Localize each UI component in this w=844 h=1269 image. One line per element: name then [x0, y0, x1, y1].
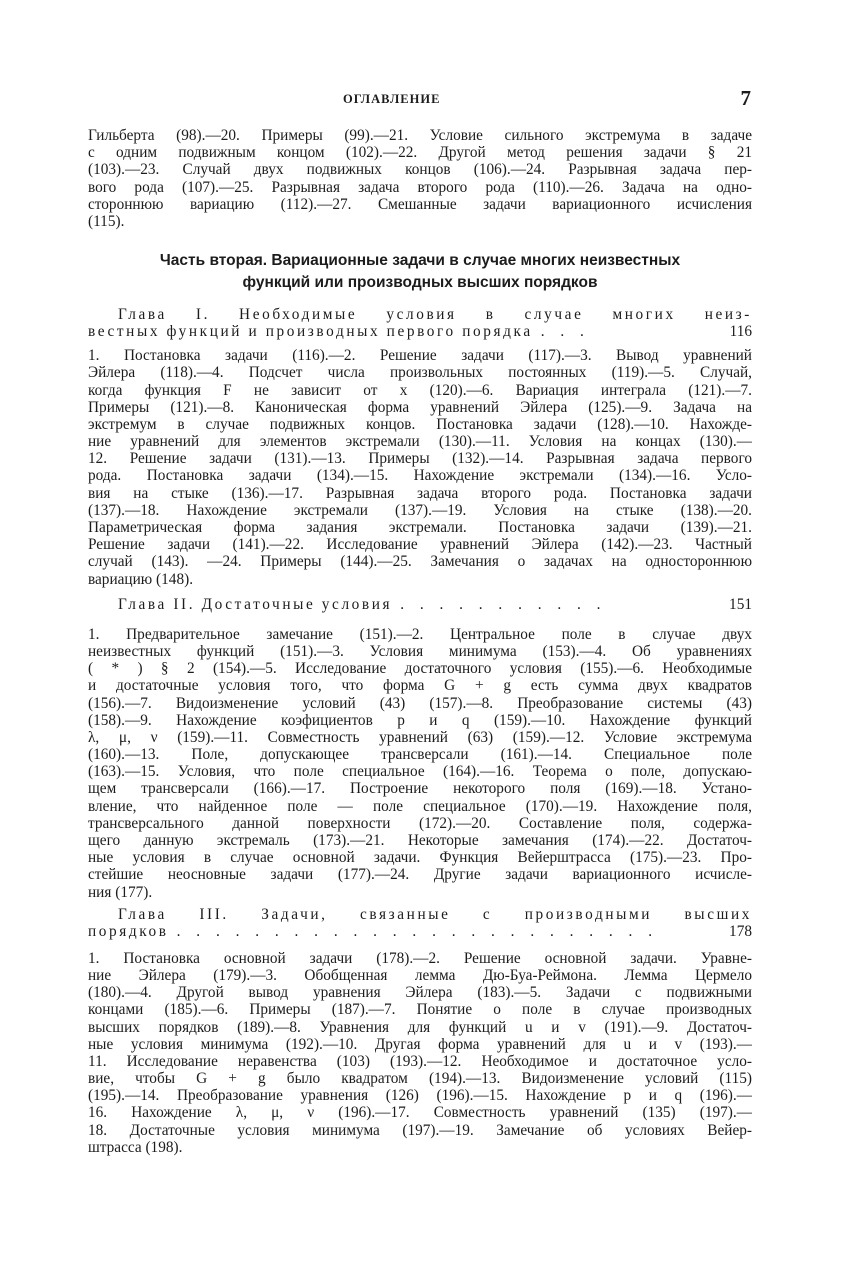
- text-line: 1. Постановка задачи (116).—2. Решение задачи (117).—3. Вывод уравнений: [88, 347, 752, 365]
- part-heading-line: Часть вторая. Вариационные задачи в случае многих неизвестных: [159, 252, 681, 270]
- text-line: (195).—14. Преобразование уравнения (126) (196).—15. Нахождение p и q (196).—: [88, 1087, 752, 1105]
- text-line: (103).—23. Случай двух подвижных концов (106).—24. Разрывная задача пер-: [88, 161, 752, 179]
- text-line: стейшие неосновные задачи (177).—24. Другие задачи вариационного исчисле-: [88, 866, 752, 884]
- chapter-1-heading: [88, 306, 752, 340]
- text-line: (158).—9. Нахождение коэфициентов p и q (159).—10. Нахождение функций: [88, 711, 752, 729]
- text-line: 12. Решение задачи (131).—13. Примеры (132).—14. Разрывная задача первого: [88, 450, 752, 468]
- text-line: щего данную экстремаль (173).—21. Некоторые замечания (174).—22. Достаточ-: [88, 832, 752, 849]
- text-line: вия на стыке (136).—17. Разрывная задача второго рода. Постановка задачи: [88, 484, 752, 502]
- chapter-2-heading: [88, 596, 752, 613]
- chapter-title-row: [88, 923, 752, 940]
- text-line: Гильберта (98).—20. Примеры (99).—21. Условие сильного экстремума в задаче: [88, 127, 752, 144]
- text-line: ние Эйлера (179).—3. Обобщенная лемма Дю-Буа-Реймона. Лемма Цермело: [88, 966, 752, 984]
- text-line: случай (143). —24. Примеры (144).—25. Замечания о задачах на одностороннюю: [88, 553, 752, 571]
- text-line: Эйлера (118).—4. Подсчет числа произвольных постоянных (119).—5. Случай,: [88, 364, 752, 382]
- text-line: 16. Нахождение λ, μ, ν (196).—17. Совместность уравнений (135) (197).—: [88, 1104, 752, 1122]
- chapter-2-contents: [88, 626, 752, 901]
- chapter-page-number: 116: [729, 323, 752, 341]
- text-line: вого рода (107).—25. Разрывная задача второго рода (110).—26. Задача на одно-: [88, 178, 752, 196]
- text-line: (163).—15. Условия, что поле специальное (164).—16. Теорема о поле, допускаю-: [88, 763, 752, 781]
- dot-leader: . . . . . . . . . . . . . . . . . . . . . . . . .: [176, 922, 659, 940]
- dot-leader: . . . . . . . . . . .: [400, 595, 607, 613]
- chapter-title-row: [88, 323, 752, 340]
- text-line: λ, μ, ν (159).—11. Совместность уравнений (63) (159).—12. Условие экстремума: [88, 728, 752, 746]
- chapter-title-line: вестных функций и производных первого порядка: [88, 323, 533, 341]
- part-heading: [88, 250, 752, 294]
- text-line: (115).: [88, 212, 125, 230]
- text-line: когда функция F не зависит от x (120).—6. Вариация интеграла (121).—7.: [88, 381, 752, 399]
- text-line: неизвестных функций (151).—3. Условия минимума (153).—4. Об уравнениях: [88, 642, 752, 660]
- chapter-title-line: Глава I. Необходимые условия в случае многих неиз-: [118, 306, 752, 324]
- chapter-3-heading: [88, 906, 752, 940]
- text-line: ние уравнений для элементов экстремали (130).—11. Условия на концах (130).—: [88, 433, 752, 451]
- text-line: 1. Предварительное замечание (151).—2. Центральное поле в случае двух: [88, 625, 752, 643]
- chapter-page-number: 178: [729, 922, 752, 940]
- running-header: ОГЛАВЛЕНИЕ: [343, 92, 441, 106]
- text-line: рода. Постановка задачи (134).—15. Нахождение экстремали (134).—16. Усло-: [88, 467, 752, 485]
- chapter-title-line: порядков: [88, 922, 169, 940]
- text-line: концами (185).—6. Примеры (187).—7. Понятие о поле в случае производных: [88, 1001, 752, 1019]
- chapter-page-number: 151: [729, 595, 752, 613]
- text-line: 11. Исследование неравенства (103) (193).—12. Необходимое и достаточное усло-: [88, 1052, 752, 1070]
- page-number: 7: [740, 86, 751, 110]
- text-line: с одним подвижным концом (102).—22. Другой метод решения задачи § 21: [88, 144, 752, 162]
- text-line: Решение задачи (141).—22. Исследование уравнений Эйлера (142).—23. Частный: [88, 536, 752, 554]
- text-line: Параметрическая форма задания экстремали. Постановка задачи (139).—21.: [88, 519, 752, 536]
- text-line: 1. Постановка основной задачи (178).—2. Решение основной задачи. Уравне-: [88, 949, 752, 967]
- contents-column: [88, 127, 752, 1156]
- text-line: стороннюю вариацию (112).—27. Смешанные задачи вариационного исчисления: [88, 195, 752, 213]
- text-line: (160).—13. Поле, допускающее трансверсали (161).—14. Специальное поле: [88, 746, 752, 764]
- text-line: ные условия минимума (192).—10. Другая форма уравнений для u и v (193).—: [88, 1035, 752, 1053]
- part-heading-line: функций или производных высших порядков: [242, 274, 598, 292]
- chapter-title-line: Глава II. Достаточные условия: [118, 595, 393, 613]
- text-line: щем трансверсали (166).—17. Построение некоторого поля (169).—18. Устано-: [88, 780, 752, 798]
- text-line: вие, чтобы G + g было квадратом (194).—13. Видоизменение условий (115): [88, 1070, 752, 1088]
- text-line: 18. Достаточные условия минимума (197).—19. Замечание об условиях Вейер-: [88, 1121, 752, 1139]
- chapter-title-line: Глава III. Задачи, связанные с производными высших: [118, 905, 752, 923]
- intro-paragraph: [88, 127, 752, 230]
- text-line: трансверсального данной поверхности (172).—20. Составление поля, содержа-: [88, 814, 752, 832]
- text-line: высших порядков (189).—8. Уравнения для функций u и v (191).—9. Достаточ-: [88, 1018, 752, 1036]
- text-line: Примеры (121).—8. Каноническая форма уравнений Эйлера (125).—9. Задача на: [88, 398, 752, 416]
- chapter-title-row: [88, 596, 752, 613]
- text-line: экстремум в случае подвижных концов. Постановка задачи (128).—10. Нахожде-: [88, 415, 752, 433]
- chapter-1-contents: [88, 347, 752, 588]
- text-line: (180).—4. Другой вывод уравнения Эйлера (183).—5. Задачи с подвижными: [88, 984, 752, 1002]
- text-line: (137).—18. Нахождение экстремали (137).—19. Условия на стыке (138).—20.: [88, 501, 752, 519]
- text-line: штрасса (198).: [88, 1138, 183, 1156]
- text-line: и достаточные условия того, что форма G + g есть сумма двух квадратов: [88, 677, 752, 695]
- text-line: ные условия в случае основной задачи. Функция Вейерштрасса (175).—23. Про-: [88, 849, 752, 867]
- text-line: вариацию (148).: [88, 570, 194, 588]
- text-line: вление, что найденное поле — поле специальное (170).—19. Нахождение поля,: [88, 797, 752, 815]
- text-line: ния (177).: [88, 883, 153, 901]
- text-line: ( * ) § 2 (154).—5. Исследование достаточного условия (155).—6. Необходимые: [88, 660, 752, 678]
- text-line: (156).—7. Видоизменение условий (43) (157).—8. Преобразование системы (43): [88, 694, 752, 712]
- dot-leader: . . .: [540, 323, 590, 341]
- chapter-3-contents: [88, 950, 752, 1156]
